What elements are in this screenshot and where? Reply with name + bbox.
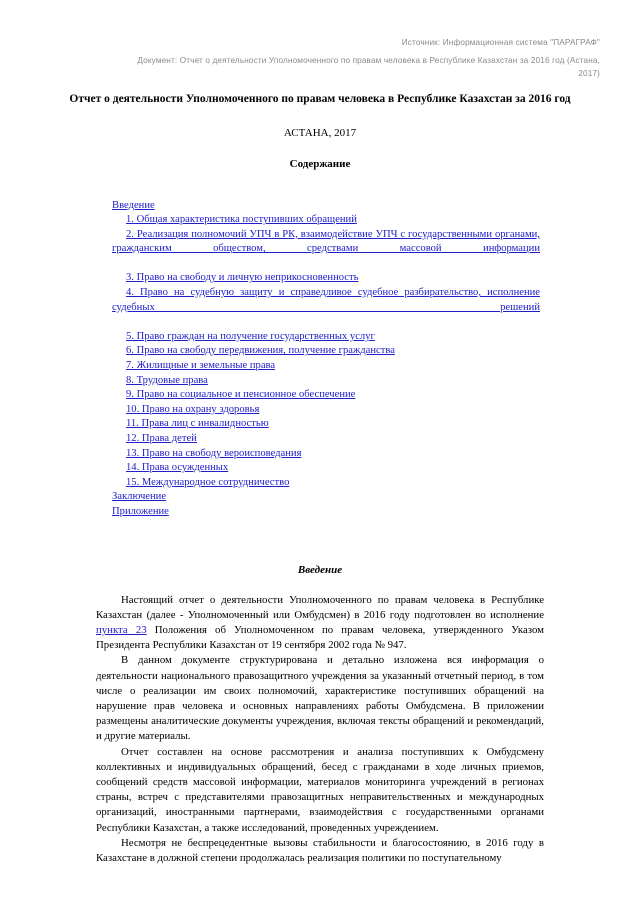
document-line: Документ: Отчет о деятельности Уполномоченного по правам человека в Республике Казахстан за 2016 год (Астана, 2017) xyxy=(137,56,600,78)
document-meta-header xyxy=(0,0,640,80)
toc-item-7[interactable]: 7. Жилищные и земельные права xyxy=(126,360,276,372)
toc-item-5[interactable]: 5. Право граждан на получение государственных услуг xyxy=(126,330,375,342)
toc-item-15[interactable]: 15. Международное сотрудничество xyxy=(126,476,290,488)
toc-item-8[interactable]: 8. Трудовые права xyxy=(126,374,208,386)
toc-item-9[interactable]: 9. Право на социальное и пенсионное обеспечение xyxy=(126,389,356,401)
toc-item-introduction[interactable]: Введение xyxy=(112,199,155,211)
table-of-contents xyxy=(0,199,640,520)
toc-item-13[interactable]: 13. Право на свободу вероисповедания xyxy=(126,447,302,459)
contents-heading: Содержание xyxy=(289,157,351,170)
link-punkt-23[interactable]: пункта 23 xyxy=(96,623,147,636)
paragraph-1 xyxy=(96,593,544,654)
toc-item-3[interactable]: 3. Право на свободу и личную неприкосновенность xyxy=(126,272,359,284)
toc-item-4[interactable]: 4. Право на судебную защиту и справедливое судебное разбирательство, исполнение судебных решений xyxy=(112,287,540,313)
section-heading-introduction: Введение xyxy=(297,563,343,576)
paragraph-1-text-before: Настоящий отчет о деятельности Уполномоченного по правам человека в Республике Казахстан (далее - Уполномоченный или Омбудсмен) в 2016 году подготовлен во исполнение xyxy=(96,593,544,621)
paragraph-4: Несмотря не беспрецедентные вызовы стабильности и благосостоянию, в 2016 году в Казахстане в должной степени продолжалась реализация политики по поступательному xyxy=(96,836,544,865)
toc-item-2[interactable]: 2. Реализация полномочий УПЧ в РК, взаимодействие УПЧ с государственными органами, гражданским обществом, средствами массовой информации xyxy=(112,228,540,255)
toc-item-10[interactable]: 10. Право на охрану здоровья xyxy=(126,403,260,415)
page-title: Отчет о деятельности Уполномоченного по правам человека в Республике Казахстан за 2016 год xyxy=(69,93,571,105)
toc-item-1[interactable]: 1. Общая характеристика поступивших обращений xyxy=(126,214,357,226)
toc-item-conclusion[interactable]: Заключение xyxy=(112,491,167,503)
paragraph-2: В данном документе структурирована и детально изложена вся информация о деятельности национального правозащитного учреждения за указанный отчетный период, в том числе о реализации им своих полномочий, характеристике поступивших обращений на нарушение прав человека и основных направлениях работы Омбудсмена. В приложении размещены аналитические документы учреждения, включая тексты обращений и рекомендаций, и другие материалы. xyxy=(96,654,544,743)
toc-item-6[interactable]: 6. Право на свободу передвижения, получение гражданства xyxy=(126,345,395,357)
source-line: Источник: Информационная система "ПАРАГРАФ" xyxy=(401,38,600,47)
place-and-date: АСТАНА, 2017 xyxy=(283,126,357,139)
introduction-body xyxy=(96,593,544,867)
toc-item-11[interactable]: 11. Права лиц с инвалидностью xyxy=(126,418,269,430)
toc-item-appendix[interactable]: Приложение xyxy=(112,505,169,517)
toc-item-12[interactable]: 12. Права детей xyxy=(126,433,197,444)
paragraph-3: Отчет составлен на основе рассмотрения и анализа поступивших к Омбудсмену коллективных и индивидуальных обращений, бесед с гражданами в ходе личных приемов, сообщений средств массовой информации, материалов мониторинга учреждений в регионах страны, встреч с представителями правозащитных неправительственных и международных организаций, иностранными партнерами, взаимодействия с государственными органами Республики Казахстан, а также исследований, проведенных учреждением. xyxy=(96,745,544,834)
toc-item-14[interactable]: 14. Права осужденных xyxy=(126,462,229,474)
paragraph-1-text-after: Положения об Уполномоченном по правам человека, утвержденного Указом Президента Республики Казахстан от 19 сентября 2002 года № 947. xyxy=(96,623,545,652)
